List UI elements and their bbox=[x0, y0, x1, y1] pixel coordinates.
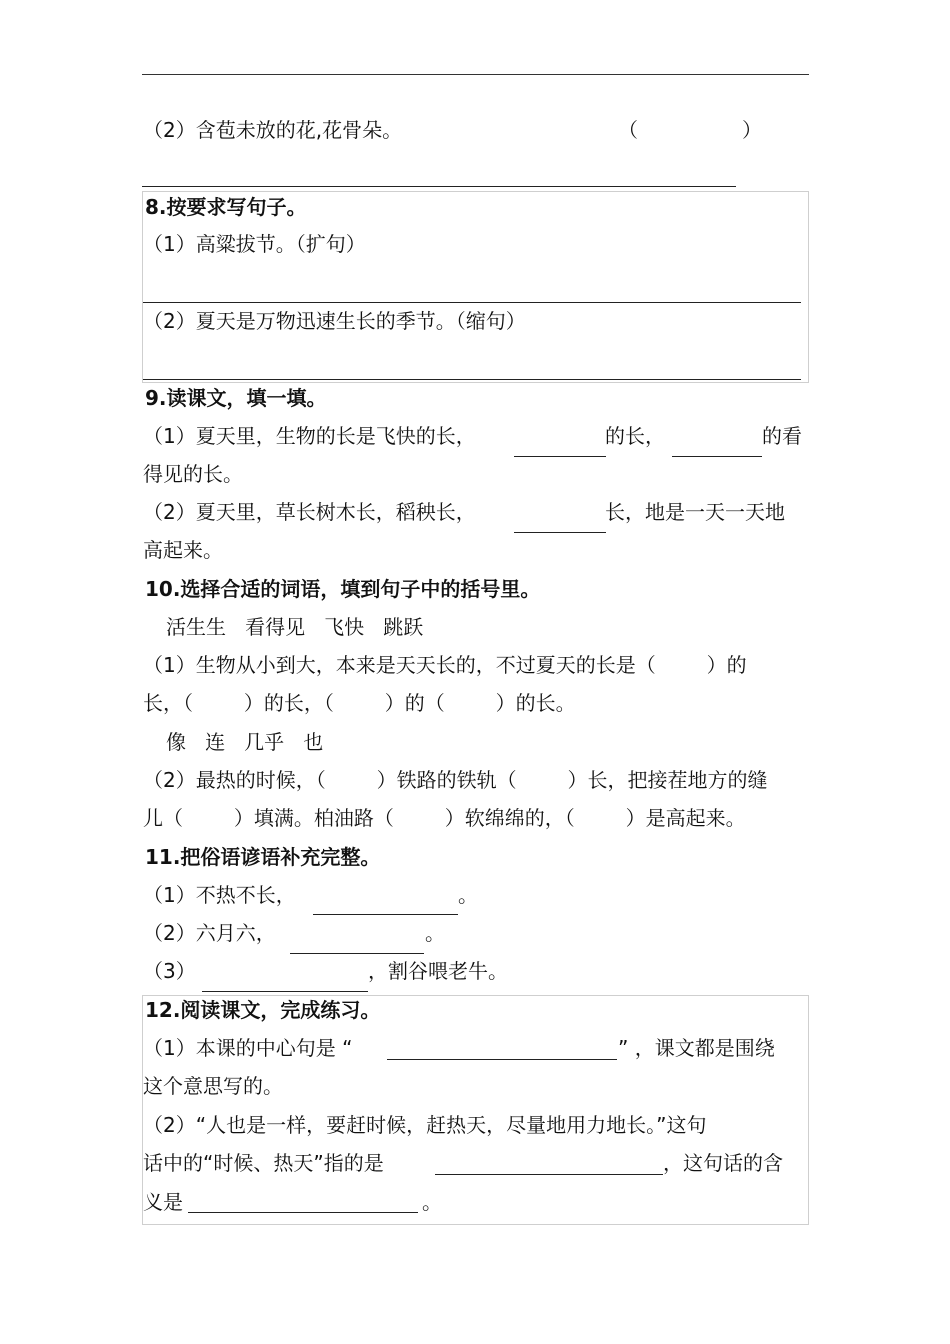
q8-box bbox=[142, 191, 809, 383]
q11-blank-1[interactable] bbox=[313, 914, 458, 915]
q11-title: 11.把俗语谚语补充完整。 bbox=[145, 845, 381, 869]
q11-item-3-end: ，割谷喂老牛。 bbox=[368, 959, 508, 983]
q10-item-2-line-2: 儿（ ）填满。柏油路（ ）软绵绵的，（ ）是高起来。 bbox=[143, 806, 746, 830]
q12-item-2-line-3-a: 义是 bbox=[143, 1190, 183, 1214]
q10-item-1-line-1: （1）生物从小到大，本来是天天长的，不过夏天的长是（ ）的 bbox=[143, 653, 747, 677]
q11-item-2: （2）六月六， bbox=[143, 921, 276, 945]
q12-item-2-line-2-a: 话中的“时候、热天”指的是 bbox=[143, 1151, 384, 1175]
q7-paren-close: ） bbox=[742, 118, 762, 142]
q11-blank-3[interactable] bbox=[202, 991, 368, 992]
q12-title: 12.阅读课文，完成练习。 bbox=[145, 998, 381, 1022]
q12-blank-3[interactable] bbox=[188, 1212, 418, 1213]
q12-item-1-line-2: 这个意思写的。 bbox=[143, 1074, 283, 1098]
q7-answer-line[interactable] bbox=[142, 186, 736, 187]
q10-item-1-line-2: 长，（ ）的长，（ ）的（ ）的长。 bbox=[143, 691, 576, 715]
q12-item-1-line-1-a: （1）本课的中心句是 “ bbox=[143, 1036, 353, 1060]
q8-item-2: （2）夏天是万物迅速生长的季节。（缩句） bbox=[143, 309, 526, 333]
q7-paren-open: （ bbox=[618, 118, 638, 142]
q11-item-1: （1）不热不长， bbox=[143, 883, 296, 907]
q10-word-bank-2: 像 连 几乎 也 bbox=[166, 730, 324, 754]
q10-title: 10.选择合适的词语，填到句子中的括号里。 bbox=[145, 577, 541, 601]
q9-item-1-part-b: 的长， bbox=[605, 424, 665, 448]
q9-item-1-part-a: （1）夏天里，生物的长是飞快的长， bbox=[143, 424, 476, 448]
q12-blank-2[interactable] bbox=[435, 1174, 663, 1175]
q11-item-2-end: 。 bbox=[425, 921, 445, 945]
q10-word-bank-1: 活生生 看得见 飞快 跳跃 bbox=[166, 615, 424, 639]
q11-item-1-end: 。 bbox=[458, 883, 478, 907]
q9-blank-3[interactable] bbox=[514, 532, 606, 533]
q12-box bbox=[142, 995, 809, 1225]
q8-title: 8.按要求写句子。 bbox=[145, 195, 307, 219]
q9-item-1-part-d: 得见的长。 bbox=[143, 462, 243, 486]
q12-item-1-line-1-b: ” ，课文都是围绕 bbox=[618, 1036, 775, 1060]
q9-item-1-part-c: 的看 bbox=[762, 424, 802, 448]
q9-item-2-part-b: 长，地是一天一天地 bbox=[605, 500, 785, 524]
q9-item-2-part-a: （2）夏天里，草长树木长，稻秧长， bbox=[143, 500, 476, 524]
q8-item-2-answer-line[interactable] bbox=[143, 379, 801, 380]
q12-item-2-line-3-b: 。 bbox=[422, 1190, 442, 1214]
q12-item-2-line-1: （2）“人也是一样，要赶时候，赶热天，尽量地用力地长。”这句 bbox=[143, 1113, 707, 1137]
q7-item-2: （2）含苞未放的花,花骨朵。 bbox=[143, 118, 403, 142]
q11-blank-2[interactable] bbox=[290, 953, 424, 954]
header-rule bbox=[142, 74, 809, 75]
q8-item-1-answer-line[interactable] bbox=[143, 302, 801, 303]
q9-blank-2[interactable] bbox=[672, 456, 762, 457]
q9-item-2-part-c: 高起来。 bbox=[143, 538, 223, 562]
q12-item-2-line-2-b: ，这句话的含 bbox=[663, 1151, 783, 1175]
q11-item-3: （3） bbox=[143, 959, 196, 983]
q9-blank-1[interactable] bbox=[514, 456, 606, 457]
q12-blank-1[interactable] bbox=[387, 1059, 617, 1060]
q8-item-1: （1）高粱拔节。（扩句） bbox=[143, 232, 366, 256]
q10-item-2-line-1: （2）最热的时候，（ ）铁路的铁轨（ ）长，把接茬地方的缝 bbox=[143, 768, 768, 792]
q9-title: 9.读课文，填一填。 bbox=[145, 386, 327, 410]
